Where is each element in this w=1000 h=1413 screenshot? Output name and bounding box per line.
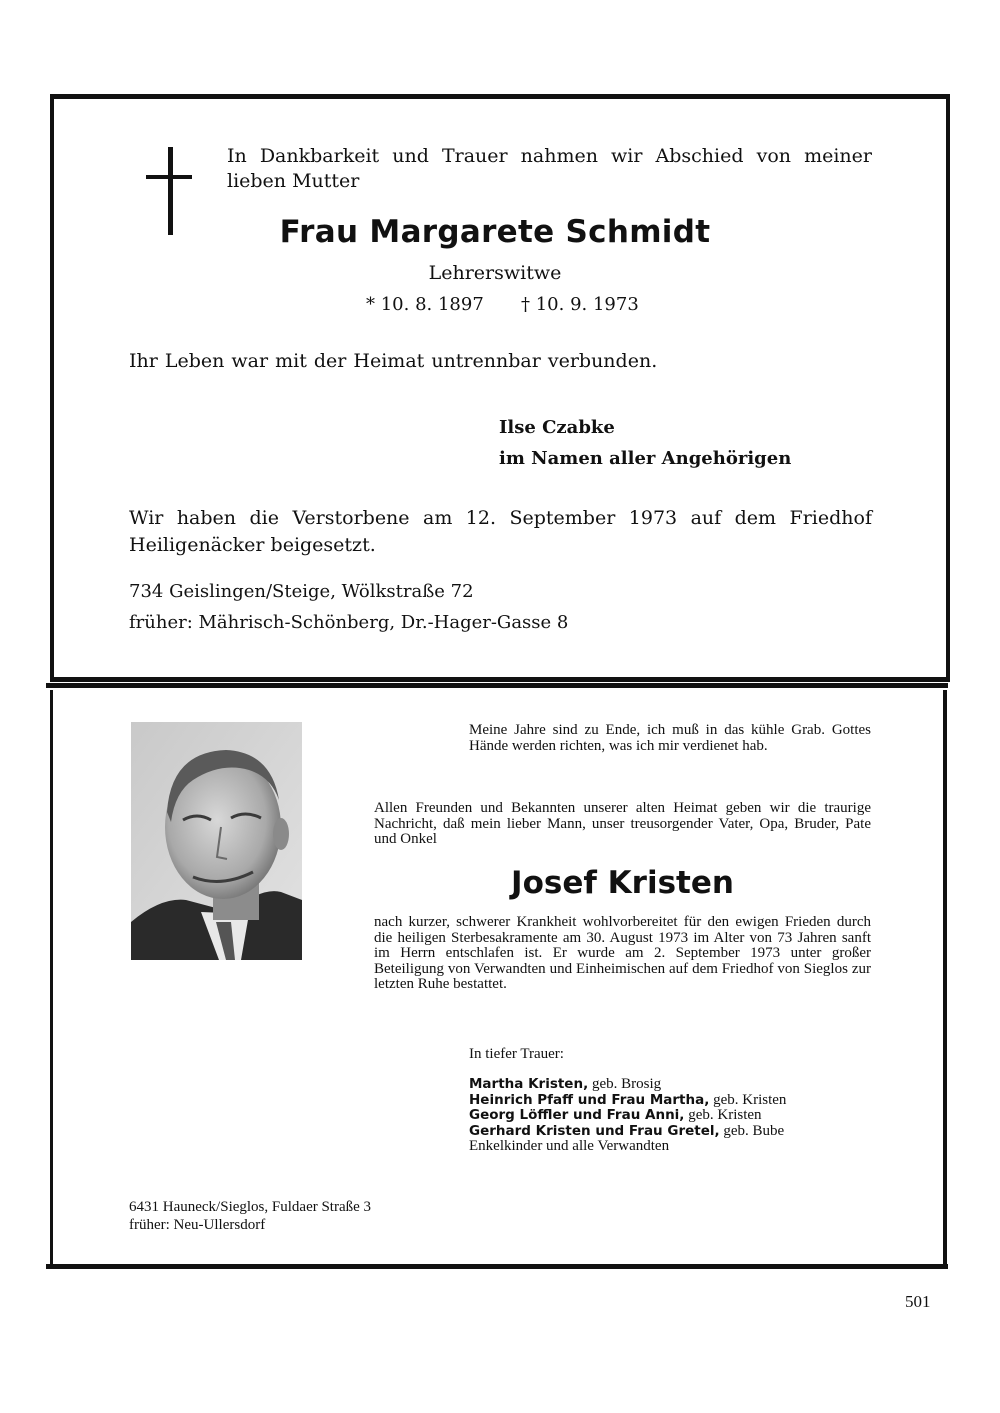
mourner-suffix: geb. Brosig bbox=[591, 1076, 662, 1092]
mourner-suffix: geb. Kristen bbox=[688, 1107, 762, 1123]
birth-date: * 10. 8. 1897 bbox=[366, 294, 484, 315]
box2-border-left bbox=[50, 690, 53, 1267]
notice1-signature bbox=[499, 412, 791, 474]
notice1-address bbox=[129, 576, 568, 638]
notice1-burial: Wir haben die Verstorbene am 12. September 1973 auf dem Friedhof Heiligenäcker beigesetzt. bbox=[129, 507, 872, 556]
portrait-photo bbox=[131, 722, 302, 960]
list-item bbox=[469, 1124, 786, 1140]
mourner-name: Heinrich Pfaff und Frau Martha, bbox=[469, 1091, 710, 1108]
mourner-suffix: geb. Kristen bbox=[713, 1091, 787, 1108]
list-item bbox=[469, 1093, 786, 1109]
page-number: 501 bbox=[905, 1292, 931, 1311]
deceased-name-schmidt: Frau Margarete Schmidt bbox=[279, 214, 711, 250]
notice1-intro: In Dankbarkeit und Trauer nahmen wir Abschied von meiner lieben Mutter bbox=[227, 145, 872, 192]
grief-label: In tiefer Trauer: bbox=[469, 1046, 564, 1062]
notice1-line: Ihr Leben war mit der Heimat untrennbar verbunden. bbox=[129, 350, 658, 372]
death-date: † 10. 9. 1973 bbox=[521, 294, 639, 315]
address-former: früher: Neu-Ullersdorf bbox=[129, 1217, 266, 1233]
cross-icon bbox=[168, 147, 173, 235]
mourner-suffix: geb. Bube bbox=[723, 1122, 785, 1139]
notice2-announcement: Allen Freunden und Bekannten unserer alten Heimat geben wir die traurige Nachricht, daß mein lieber Mann, unser treusorgender Vater, Opa, Bruder, Pate und Onkel bbox=[374, 800, 871, 847]
mourners-list bbox=[469, 1077, 786, 1155]
list-item bbox=[469, 1077, 786, 1093]
address-former: früher: Mährisch-Schönberg, Dr.-Hager-Gasse 8 bbox=[129, 612, 569, 633]
mourner-name: Martha Kristen, bbox=[469, 1076, 589, 1092]
notice2-quote: Meine Jahre sind zu Ende, ich muß in das kühle Grab. Gottes Hände werden richten, was ich mir verdienet hab. bbox=[469, 722, 871, 754]
notice2-body: nach kurzer, schwerer Krankheit wohlvorbereitet für den ewigen Frieden durch die heiligen Sterbesakramente am 30. August 1973 im Alter von 73 Jahren sanft im Herrn entschlafen ist. Er wurde am 2. September 1973 unter großer Beteiligung von Verwandten und Einheimischen auf dem Friedhof von Sieglos zur letzten Ruhe bestattet. bbox=[374, 914, 871, 992]
signature-role: im Namen aller Angehörigen bbox=[499, 448, 792, 469]
address-current: 734 Geislingen/Steige, Wölkstraße 72 bbox=[129, 581, 474, 602]
list-item bbox=[469, 1108, 786, 1124]
mourner-name: Gerhard Kristen und Frau Gretel, bbox=[469, 1122, 720, 1139]
cross-icon-bar bbox=[146, 175, 192, 179]
mourner-name: Georg Löffler und Frau Anni, bbox=[469, 1107, 685, 1123]
box2-border-right bbox=[943, 690, 947, 1267]
notice2-address bbox=[129, 1198, 371, 1234]
separator-rule bbox=[46, 683, 948, 688]
deceased-name-kristen: Josef Kristen bbox=[511, 865, 734, 901]
signature-name: Ilse Czabke bbox=[499, 417, 615, 438]
address-current: 6431 Hauneck/Sieglos, Fuldaer Straße 3 bbox=[129, 1199, 372, 1215]
mourners-extra: Enkelkinder und alle Verwandten bbox=[469, 1138, 670, 1154]
deceased-title: Lehrerswitwe bbox=[428, 262, 562, 284]
box2-border-bottom bbox=[46, 1264, 948, 1269]
